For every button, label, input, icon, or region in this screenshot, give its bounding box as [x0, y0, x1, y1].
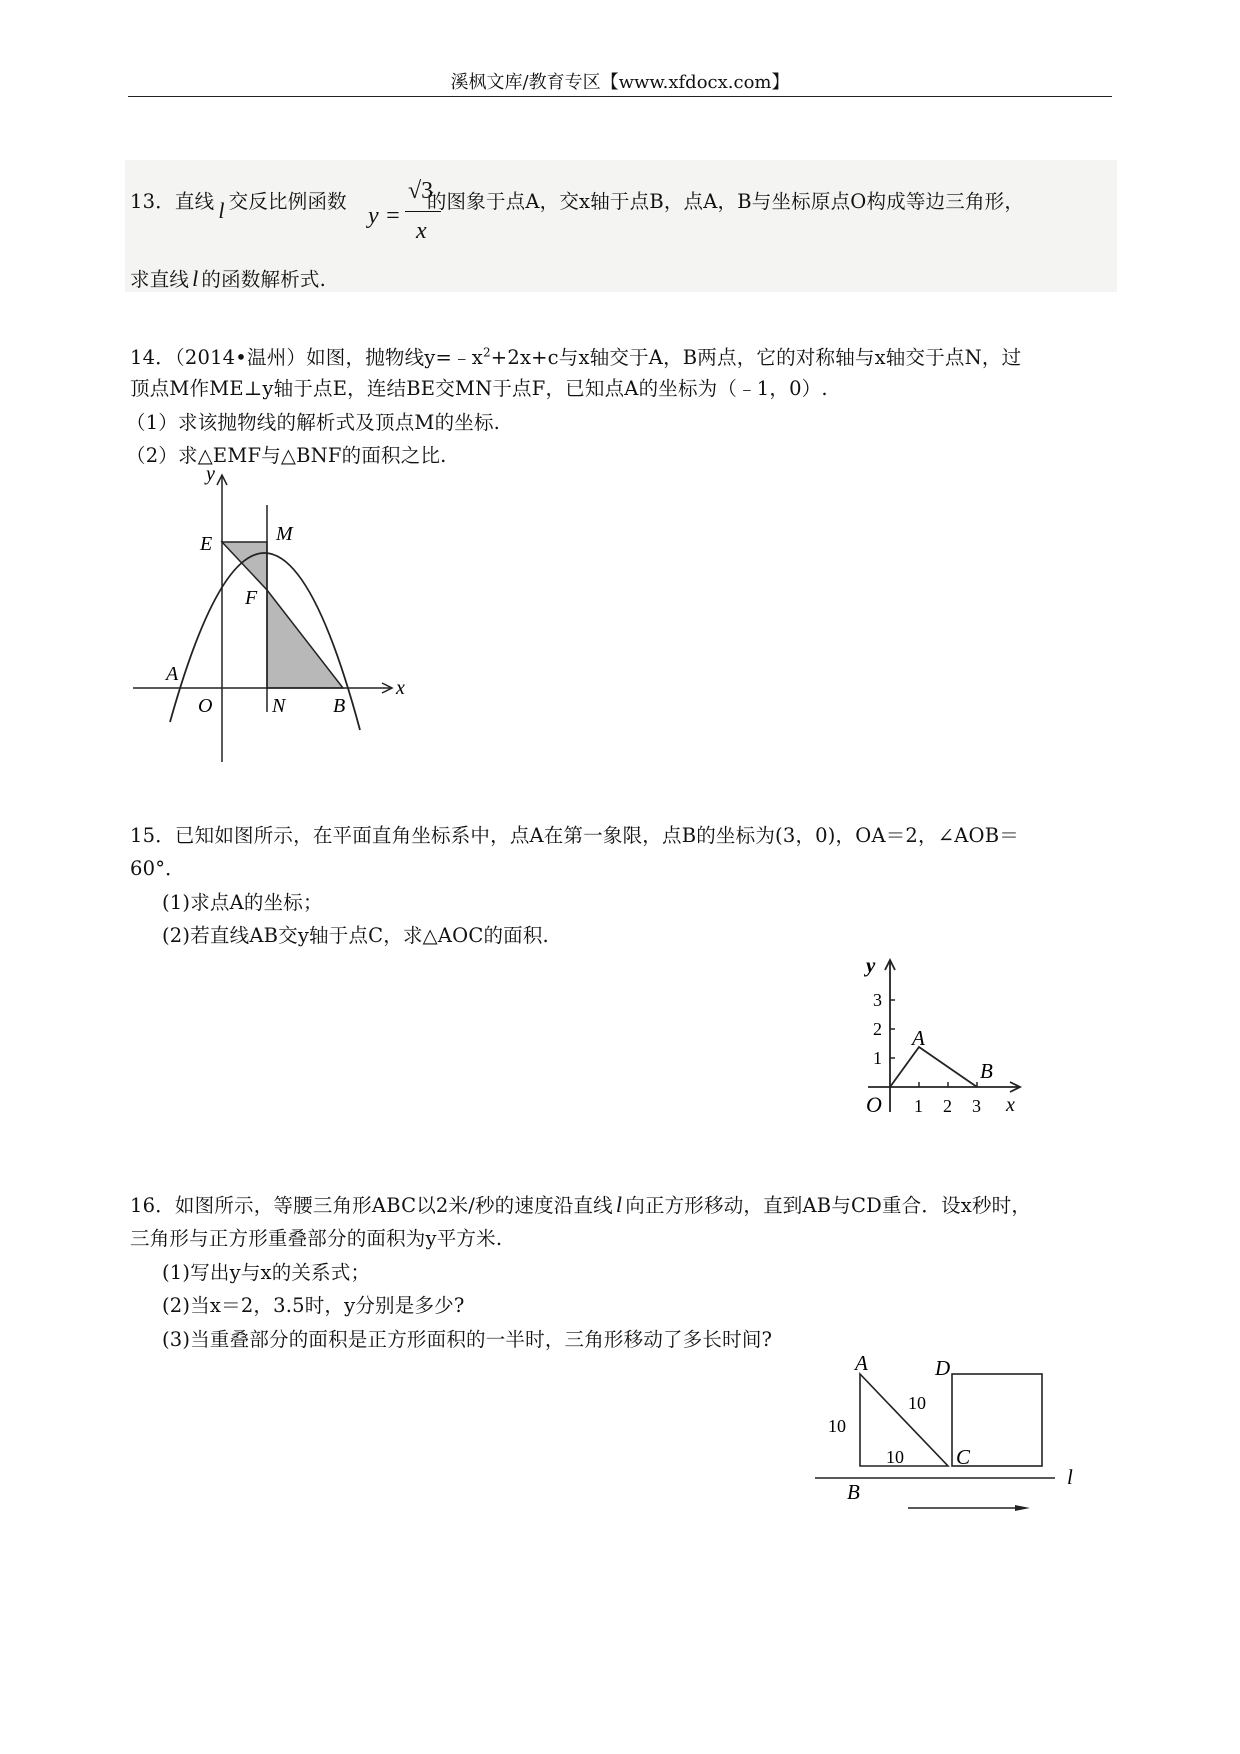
- p13-sqrt3: √3: [408, 178, 434, 204]
- p13-text-c: 的图象于点A，交x轴于点B，点A，B与坐标原点O构成等边三角形，: [426, 190, 1025, 213]
- p15-label-y: y: [866, 953, 876, 977]
- p15-tick-label-x1: 1: [914, 1096, 923, 1116]
- p13-text-a: 13．直线: [130, 190, 215, 213]
- problem-15-line-2: 60°．: [130, 857, 185, 880]
- p14-label-a: A: [166, 663, 179, 685]
- p13-text-b: 交反比例函数: [228, 190, 347, 213]
- p16-side-hypotenuse: 10: [908, 1393, 926, 1413]
- problem-16-question-2: (2)当x＝2，3.5时，y分别是多少?: [162, 1294, 465, 1317]
- p15-label-x: x: [1006, 1094, 1015, 1116]
- problem-15-question-1: (1)求点A的坐标；: [162, 891, 323, 914]
- p15-tick-label-x2: 2: [943, 1096, 952, 1116]
- p15-label-a: A: [912, 1026, 925, 1050]
- p16-arrow-head: [1015, 1505, 1030, 1511]
- p16-l-symbol: l: [615, 1192, 623, 1217]
- p15-tick-label-y1: 1: [873, 1048, 882, 1068]
- p14-text-a: 14．（2014•温州）如图，抛物线y=﹣x: [130, 346, 483, 369]
- p13-text-d: 求直线: [130, 268, 190, 291]
- problem-14-question-1: （1）求该抛物线的解析式及顶点M的坐标.: [126, 411, 501, 434]
- p16-label-b: B: [847, 1480, 860, 1504]
- p15-tick-label-y3: 3: [873, 990, 882, 1010]
- p14-label-y: y: [206, 463, 215, 485]
- p14-superscript: 2: [482, 345, 491, 360]
- p16-triangle-abc: [860, 1374, 948, 1466]
- p16-label-l: l: [1067, 1465, 1073, 1489]
- p16-side-left: 10: [828, 1416, 846, 1436]
- p15-tick-label-y2: 2: [873, 1019, 882, 1039]
- problem-16-question-3: (3)当重叠部分的面积是正方形面积的一半时，三角形移动了多长时间?: [162, 1328, 773, 1351]
- problem-16-line-2: 三角形与正方形重叠部分的面积为y平方米.: [130, 1227, 503, 1250]
- p13-x-denominator: x: [416, 218, 427, 244]
- p16-label-d: D: [935, 1356, 951, 1380]
- problem-14-question-2: （2）求△EMF与△BNF的面积之比.: [126, 444, 447, 467]
- problem-15-line-1: 15．已知如图所示，在平面直角坐标系中，点A在第一象限，点B的坐标为(3，0)，OA＝2，∠AOB＝: [130, 824, 1019, 847]
- p14-label-n: N: [272, 695, 286, 717]
- problem-16-question-1: (1)写出y与x的关系式；: [162, 1261, 371, 1284]
- page-header: 溪枫文库/教育专区【www.xfdocx.com】: [450, 72, 790, 93]
- p16-text-b: 向正方形移动，直到AB与CD重合．设x秒时，: [625, 1194, 1032, 1217]
- p13-text-e: 的函数解析式.: [201, 268, 327, 291]
- p14-label-e: E: [200, 533, 213, 555]
- p13-y-equals: y =: [368, 203, 401, 229]
- p16-label-c: C: [956, 1445, 971, 1469]
- p16-side-base: 10: [886, 1447, 904, 1467]
- p15-label-b: B: [980, 1059, 993, 1083]
- p13-l-symbol: l: [218, 198, 225, 223]
- p14-label-x: x: [396, 677, 405, 699]
- p16-label-a: A: [855, 1351, 868, 1375]
- p14-label-b: B: [333, 695, 346, 717]
- p16-text-a: 16．如图所示，等腰三角形ABC以2米/秒的速度沿直线: [130, 1194, 613, 1217]
- p13-l-symbol-2: l: [192, 266, 199, 291]
- problem-15-question-2: (2)若直线AB交y轴于点C，求△AOC的面积.: [162, 924, 549, 947]
- p15-label-o: O: [866, 1092, 882, 1117]
- p14-label-f: F: [245, 587, 258, 609]
- p15-tick-label-x3: 3: [972, 1096, 981, 1116]
- problem-14-line-2: 顶点M作ME⊥y轴于点E，连结BE交MN于点F，已知点A的坐标为（﹣1，0）.: [130, 377, 828, 400]
- p14-label-m: M: [276, 523, 293, 545]
- p14-label-o: O: [198, 695, 213, 717]
- p14-text-b: +2x+c与x轴交于A，B两点，它的对称轴与x轴交于点N，过: [490, 346, 1022, 369]
